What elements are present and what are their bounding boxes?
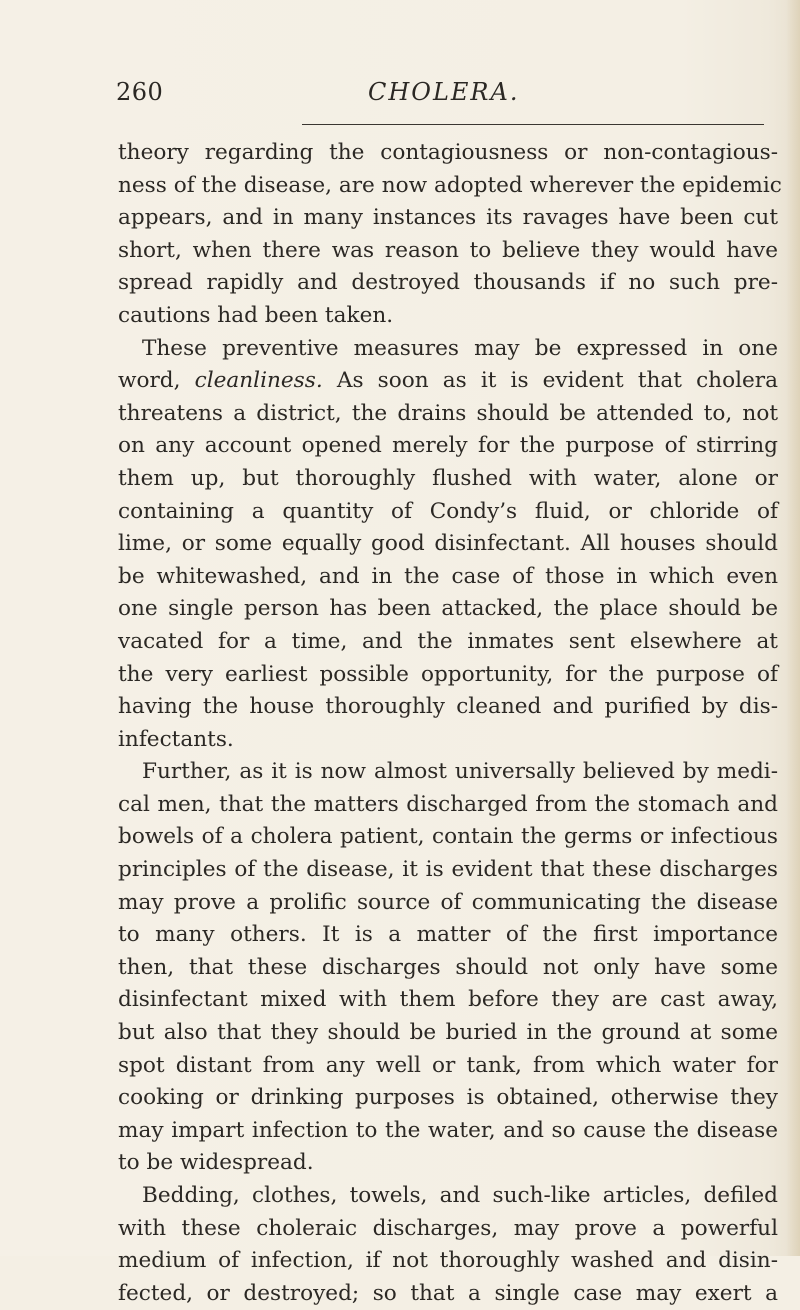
header-rule (302, 124, 764, 125)
text-line: cooking or drinking purposes is obtained, otherwise they (118, 1085, 778, 1111)
text-line: having the house thoroughly cleaned and purified by dis- (118, 694, 778, 720)
paragraph-start-line: Further, as it is now almost universally believed by medi- (142, 759, 778, 785)
text-line: disinfectant mixed with them before they are cast away, (118, 987, 778, 1013)
text-line: lime, or some equally good disinfectant. All houses should (118, 531, 778, 557)
text-line: fected, or destroyed; so that a single case may exert a (118, 1280, 778, 1306)
page-number: 260 (116, 78, 164, 106)
text-line: on any account opened merely for the purpose of stirring (118, 433, 778, 459)
text-line: appears, and in many instances its ravages have been cut (118, 205, 778, 231)
text-line: infectants. (118, 726, 234, 752)
paragraph-start-line: Bedding, clothes, towels, and such-like articles, defiled (142, 1183, 778, 1208)
text-line: cautions had been taken. (118, 302, 394, 328)
text-line: to many others. It is a matter of the first importance (118, 922, 778, 948)
emphasis-word: cleanliness. (194, 368, 323, 394)
page-header (0, 78, 800, 118)
running-head: CHOLERA. (368, 78, 520, 106)
text-line: with these choleraic discharges, may prove a powerful (118, 1215, 778, 1241)
paragraph-start-line: These preventive measures may be expressed in one (142, 335, 778, 361)
text-line: cal men, that the matters discharged from the stomach and (118, 791, 778, 817)
text-line: ness of the disease, are now adopted wherever the epidemic (118, 172, 782, 198)
text-line: be whitewashed, and in the case of those in which even (118, 563, 778, 589)
text-line: medium of infection, if not thoroughly washed and disin- (118, 1248, 778, 1274)
page-edge-stain (786, 0, 800, 1256)
text-line: may prove a prolific source of communicating the disease (118, 889, 778, 915)
text-line (118, 365, 778, 398)
text-line: threatens a district, the drains should be attended to, not (118, 400, 778, 426)
text-line: to be widespread. (118, 1150, 314, 1176)
text-fragment: word, (118, 368, 181, 394)
text-line: then, that these discharges should not only have some (118, 954, 778, 980)
text-line: bowels of a cholera patient, contain the germs or infectious (118, 824, 778, 850)
text-line: theory regarding the contagiousness or non-contagious- (118, 140, 778, 165)
body-text (118, 137, 782, 1310)
text-line: vacated for a time, and the inmates sent elsewhere at (118, 628, 778, 654)
text-line: short, when there was reason to believe they would have (118, 237, 778, 263)
text-fragment: As soon as it is evident that cholera (336, 368, 778, 394)
text-line: spot distant from any well or tank, from which water for (118, 1052, 778, 1078)
text-line: them up, but thoroughly flushed with water, alone or (118, 465, 778, 491)
text-line: one single person has been attacked, the place should be (118, 596, 778, 622)
text-line: principles of the disease, it is evident that these discharges (118, 857, 778, 883)
text-line: the very earliest possible opportunity, for the purpose of (118, 661, 778, 687)
text-line: containing a quantity of Condy’s fluid, or chloride of (118, 498, 778, 524)
text-line: spread rapidly and destroyed thousands if no such pre- (118, 270, 778, 296)
text-line: but also that they should be buried in the ground at some (118, 1020, 778, 1046)
text-line: may impart infection to the water, and so cause the disease (118, 1117, 778, 1143)
